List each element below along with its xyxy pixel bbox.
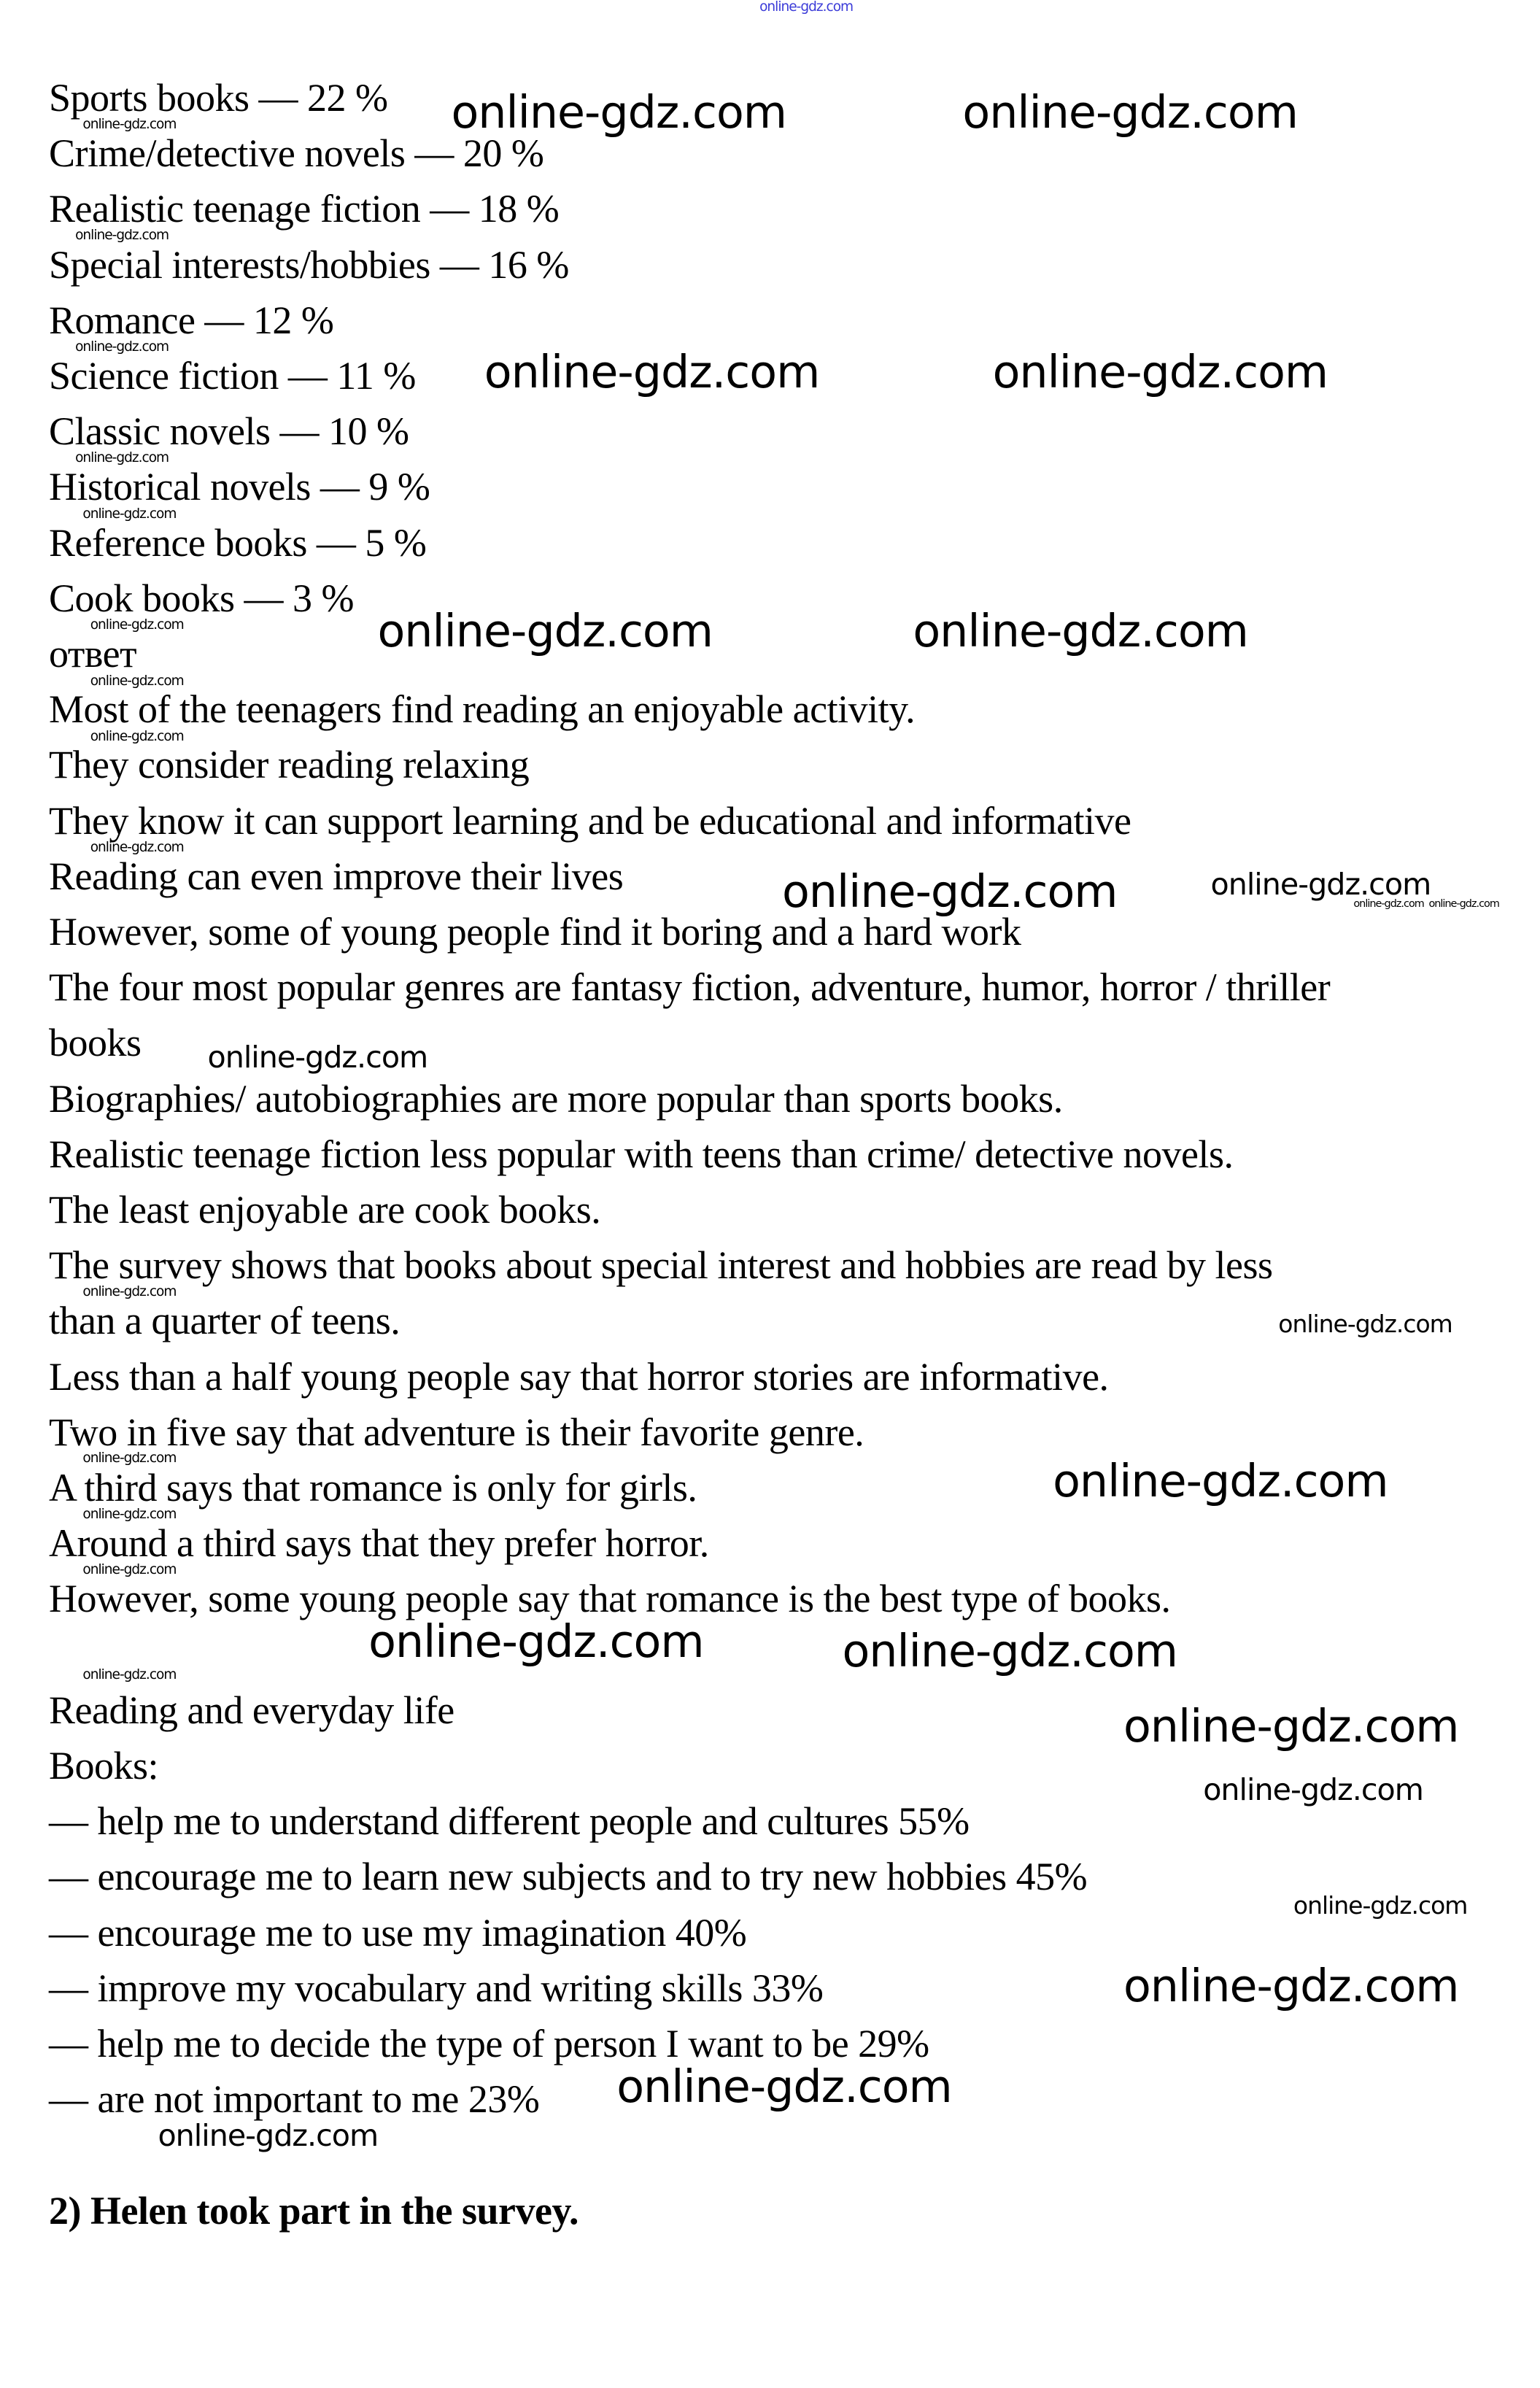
watermark: online-gdz.com <box>82 1283 177 1299</box>
watermark: online-gdz.com <box>90 728 184 744</box>
text-line: They consider reading relaxing <box>49 743 530 787</box>
list-item: — improve my vocabulary and writing skills 33% <box>49 1966 824 2010</box>
watermark: online-gdz.com <box>962 85 1298 139</box>
list-item: — are not important to me 23% <box>49 2077 540 2122</box>
watermark: online-gdz.com <box>1053 1454 1388 1507</box>
watermark: online-gdz.com <box>616 2060 952 2114</box>
watermark: online-gdz.com <box>368 1615 704 1669</box>
text-line: Historical novels — 9 % <box>49 465 430 509</box>
watermark: online-gdz.com <box>781 865 1118 918</box>
watermark: online-gdz.com <box>75 450 169 466</box>
watermark: online-gdz.com <box>82 1667 177 1683</box>
watermark: online-gdz.com <box>1123 1699 1459 1753</box>
watermark: online-gdz.com <box>842 1624 1178 1677</box>
watermark: online-gdz.com <box>484 346 820 399</box>
watermark: online-gdz.com <box>90 617 184 633</box>
watermark: online-gdz.com <box>1210 866 1431 902</box>
answer-lines <box>49 70 1508 1627</box>
text-line: A third says that romance is only for girls. <box>49 1466 697 1510</box>
list-item: — help me to understand different people and cultures 55% <box>49 1799 970 1844</box>
text-line: However, some of young people find it boring and a hard work <box>49 910 1021 954</box>
text-line: Biographies/ autobiographies are more popular than sports books. <box>49 1076 1063 1121</box>
watermark: online-gdz.com <box>1278 1309 1452 1338</box>
text-line: Reference books — 5 % <box>49 520 427 565</box>
text-line: Realistic teenage fiction less popular with teens than crime/ detective novels. <box>49 1132 1234 1176</box>
text-line: Classic novels — 10 % <box>49 409 409 454</box>
section-title: Reading and everyday life <box>49 1688 454 1732</box>
watermark: online-gdz.com <box>158 2117 379 2153</box>
text-line: The survey shows that books about special interest and hobbies are read by less than a quarter of teens. <box>49 1243 1273 1343</box>
text-line: They know it can support learning and be educational and informative <box>49 798 1131 843</box>
section-subtitle: Books: <box>49 1744 159 1788</box>
watermark: online-gdz.com <box>207 1039 428 1075</box>
watermark: online-gdz.com <box>1293 1891 1468 1920</box>
watermark: online-gdz.com <box>82 1561 177 1577</box>
text-line: Most of the teenagers find reading an enjoyable activity. <box>49 687 916 732</box>
watermark: online-gdz.com <box>451 85 787 139</box>
text-line: ответ <box>49 632 137 676</box>
list-item: — encourage me to use my imagination 40% <box>49 1910 747 1955</box>
text-line: Sports books — 22 % <box>49 76 388 120</box>
watermark: online-gdz.com <box>82 1450 177 1467</box>
watermark: online-gdz.com <box>75 339 169 355</box>
watermark: online-gdz.com <box>759 0 854 15</box>
watermark: online-gdz.com <box>1123 1960 1459 2013</box>
text-line: Science fiction — 11 % <box>49 354 416 398</box>
text-line: Reading can even improve their lives <box>49 854 624 898</box>
watermark: online-gdz.com <box>992 346 1328 399</box>
text-line: Cook books — 3 % <box>49 576 355 620</box>
task-heading: 2) Helen took part in the survey. <box>49 2188 579 2233</box>
text-line: The four most popular genres are fantasy fiction, adventure, humor, horror / thriller books <box>49 965 1331 1065</box>
watermark: online-gdz.com <box>1203 1771 1423 1807</box>
watermark: online-gdz.com <box>90 673 184 689</box>
watermark: online-gdz.com <box>82 506 177 522</box>
watermark: online-gdz.com <box>1428 897 1499 910</box>
text-line: Around a third says that they prefer horror. <box>49 1521 709 1566</box>
text-line: Less than a half young people say that horror stories are informative. <box>49 1354 1109 1399</box>
text-line: Two in five say that adventure is their favorite genre. <box>49 1410 864 1454</box>
text-line: Special interests/hobbies — 16 % <box>49 242 569 287</box>
text-line: Crime/detective novels — 20 % <box>49 131 544 176</box>
text-line: Realistic teenage fiction — 18 % <box>49 187 560 231</box>
watermark: online-gdz.com <box>82 1506 177 1522</box>
text-line: The least enjoyable are cook books. <box>49 1188 601 1232</box>
text-line: Romance — 12 % <box>49 298 334 342</box>
watermark: online-gdz.com <box>75 228 169 244</box>
watermark: online-gdz.com <box>377 604 713 657</box>
watermark: online-gdz.com <box>82 116 177 132</box>
text-line: However, some young people say that romance is the best type of books. <box>49 1577 1171 1621</box>
list-item: — help me to decide the type of person I want to be 29% <box>49 2022 929 2066</box>
watermark: online-gdz.com <box>1353 897 1424 910</box>
watermark: online-gdz.com <box>90 840 184 856</box>
list-item: — encourage me to learn new subjects and to try new hobbies 45% <box>49 1855 1088 1899</box>
spacer <box>49 1624 1508 1682</box>
watermark: online-gdz.com <box>913 604 1248 657</box>
